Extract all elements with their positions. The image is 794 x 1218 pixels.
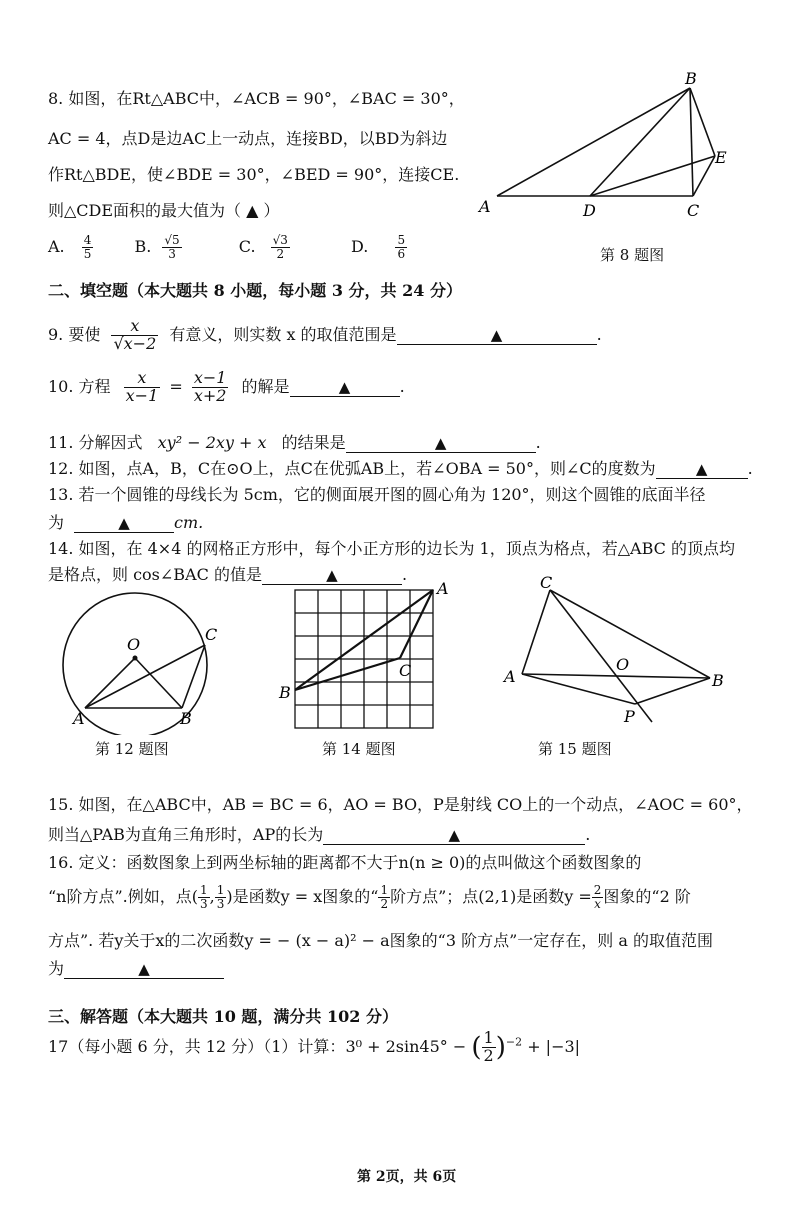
q16-line1: 16. 定义：函数图象上到两坐标轴的距离都不大于n(n ≥ 0)的点叫做这个函数图象的 <box>48 853 642 872</box>
figure-12 <box>55 590 235 735</box>
fig14-label-c: C <box>399 661 412 680</box>
q10: 10. 方程 $\frac{x}{x-1}$ = $\frac{x-1}{x+2}$ 的解是 ▲ . <box>48 368 405 405</box>
fig15-label-c: C <box>540 573 553 592</box>
figure-8 <box>475 68 745 228</box>
fig8-label-d: D <box>583 201 596 220</box>
fig14-caption: 第 14 题图 <box>322 740 396 758</box>
section3-title: 三、解答题（本大题共 10 题，满分共 102 分） <box>48 1007 398 1026</box>
page-footer: 第 2页，共 6页 <box>357 1169 457 1185</box>
q15-line1: 15. 如图，在△ABC中，AB = BC = 6，AO = BO，P是射线 CO上的一个动点，∠AOC = 60°， <box>48 795 753 814</box>
fig8-label-c: C <box>687 201 700 220</box>
fig8-label-a: A <box>479 197 491 216</box>
q8-line3: 作Rt△BDE，使∠BDE = 30°，∠BED = 90°，连接CE. <box>48 165 460 184</box>
q8-options <box>48 234 407 260</box>
fig14-label-b: B <box>279 683 291 702</box>
q15-line2: 则当△PAB为直角三角形时，AP的长为 ▲ . <box>48 825 591 844</box>
q17: 17（每小题 6 分，共 12 分）（1）计算：3⁰ + 2sin45° − ( $\frac{1}{2}$ )$^{-2}$ + |−3| <box>48 1028 581 1065</box>
figure-14 <box>275 578 460 738</box>
q8-line2: AC = 4，点D是边AC上一动点，连接BD，以BD为斜边 <box>48 129 448 148</box>
fig8-label-e: E <box>715 148 727 167</box>
q11: 11. 分解因式 xy² − 2xy + x 的结果是 ▲ . <box>48 433 541 452</box>
fig12-label-c: C <box>205 625 218 644</box>
fig12-label-a: A <box>73 709 85 728</box>
fig12-label-b: B <box>180 709 192 728</box>
fig15-caption: 第 15 题图 <box>538 740 612 758</box>
q13-line2: 为 ▲ cm. <box>48 513 204 532</box>
q8-option-b: B. $\frac{√5}{3}$ <box>134 233 180 261</box>
q14-line1: 14. 如图，在 4×4 的网格正方形中，每个小正方形的边长为 1，顶点为格点，若△ABC 的顶点均 <box>48 539 735 558</box>
fig12-caption: 第 12 题图 <box>95 740 169 758</box>
q16-line2: “n阶方点”.例如，点( $\frac{1}{3}$ , $\frac{1}{3}$ )是函数y = x图象的“ $\frac{1}{2}$ 阶方点”；点(2,1)是函数y = $\frac{2}{x}$ 图象的“2 阶 <box>48 883 691 911</box>
section2-title: 二、填空题（本大题共 8 小题，每小题 3 分，共 24 分） <box>48 281 462 300</box>
fig15-label-o: O <box>616 655 630 674</box>
q8-option-c: C. $\frac{√3}{2}$ <box>238 233 288 261</box>
q13-line1: 13. 若一个圆锥的母线长为 5cm，它的侧面展开图的圆心角为 120°，则这个圆锥的底面半径 <box>48 485 706 504</box>
fig15-label-a: A <box>504 667 516 686</box>
q9: 9. 要使 $\frac{x}{√x-2}$ 有意义，则实数 x 的取值范围是 ▲ . <box>48 316 602 353</box>
q16-line4: 为 ▲ <box>48 956 224 979</box>
fig15-label-b: B <box>712 671 724 690</box>
fig8-label-b: B <box>685 69 697 88</box>
q12: 12. 如图，点A，B，C在⊙O上，点C在优弧AB上，若∠OBA = 50°，则∠C的度数为 ▲ . <box>48 459 753 478</box>
fig14-label-a: A <box>437 579 449 598</box>
q8-option-d: D. $\frac{5}{6}$ <box>351 233 406 261</box>
q8-line4: 则△CDE面积的最大值为（ ▲ ） <box>48 201 280 220</box>
q8-option-a: A. $\frac{4}{5}$ <box>48 233 92 261</box>
figure-15 <box>500 572 740 732</box>
q8-line1: 8. 如图，在Rt△ABC中，∠ACB = 90°，∠BAC = 30°， <box>48 89 465 108</box>
fig8-caption: 第 8 题图 <box>600 246 665 264</box>
q14-line2: 是格点，则 cos∠BAC 的值是 ▲ . <box>48 565 408 584</box>
q16-line3: 方点”. 若y关于x的二次函数y = − (x − a)² − a图象的“3 阶方点”一定存在，则 a 的取值范围 <box>48 931 714 950</box>
fig12-label-o: O <box>127 635 141 654</box>
fig15-label-p: P <box>624 707 635 726</box>
